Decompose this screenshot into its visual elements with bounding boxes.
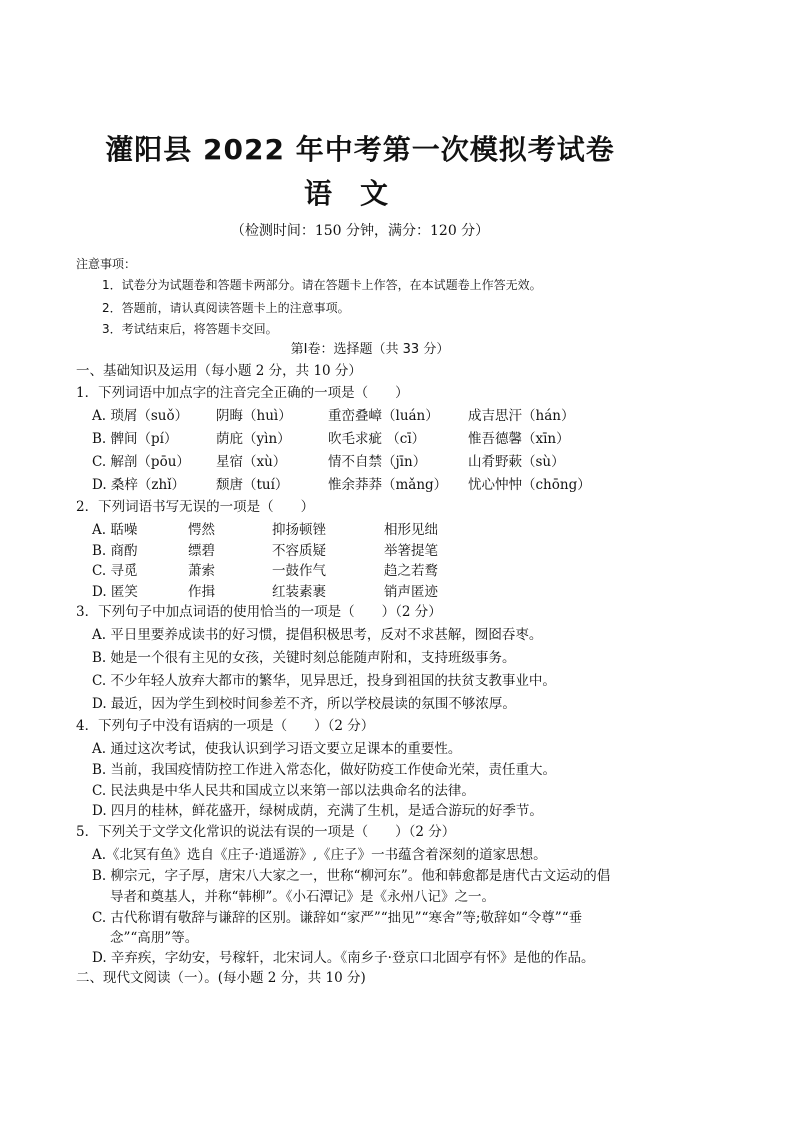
q1-cell: 惟吾德馨（xīn） [468, 431, 570, 447]
q1-cell: 阴晦（huì） [216, 408, 292, 424]
q1-cell: 山肴野蔌（sù） [468, 454, 565, 470]
q4-option: B. 当前，我国疫情防控工作进入常态化，做好防疫工作使命光荣，责任重大。 [92, 762, 557, 778]
q3-option: A. 平日里要养成读书的好习惯，提倡积极思考，反对不求甚解，囫囵吞枣。 [92, 627, 543, 643]
q2-cell: 趋之若鹜 [384, 563, 438, 579]
q2-cell: 红装素裹 [272, 584, 326, 600]
q2-cell: C. 寻觅 [92, 563, 138, 579]
q3-option: B. 她是一个很有主见的女孩，关键时刻总能随声附和，支持班级事务。 [92, 650, 516, 666]
q5-option-b: B. 柳宗元，字子厚，唐宋八大家之一，世称“柳河东”。他和韩愈都是唐代古文运动的倡 [92, 868, 611, 884]
q5-option-c: C. 古代称谓有敬辞与谦辞的区别。谦辞如“家严”“拙见”“寒舍”等;敬辞如“令尊”“垂 [92, 910, 583, 926]
notice-item: 3．考试结束后，将答题卡交回。 [102, 322, 278, 336]
q4-stem: 4．下列句子中没有语病的一项是（ ）（2 分） [76, 718, 375, 734]
q4-option: D. 四月的桂林，鲜花盛开，绿树成荫，充满了生机，是适合游玩的好季节。 [92, 803, 543, 819]
q1-cell: 星宿（xù） [216, 454, 287, 470]
q2-cell: 相形见绌 [384, 522, 438, 538]
q2-cell: B. 商酌 [92, 543, 138, 559]
q2-cell: D. 匿笑 [92, 584, 138, 600]
q5-stem: 5．下列关于文学文化常识的说法有误的一项是（ ）（2 分） [76, 824, 456, 840]
q1-cell: 惟余莽莽（mǎng） [328, 477, 448, 493]
q2-cell: 抑扬顿锉 [272, 522, 326, 538]
q3-option: C. 不少年轻人放弃大都市的繁华，见异思迁，投身到祖国的扶贫支教事业中。 [92, 673, 556, 689]
q1-cell: 颓唐（tuí） [216, 477, 289, 493]
q5-option-b-cont: 导者和奠基人，并称“韩柳”。《小石潭记》是《永州八记》之一。 [110, 889, 496, 905]
exam-title: 灌阳县 2022 年中考第一次模拟考试卷 [105, 133, 615, 166]
q2-cell: 缥碧 [188, 543, 215, 559]
q2-cell: 销声匿迹 [384, 584, 438, 600]
q3-option: D. 最近，因为学生到校时间参差不齐，所以学校晨读的氛围不够浓厚。 [92, 696, 516, 712]
q1-cell: 荫庇（yìn） [216, 431, 291, 447]
notice-title: 注意事项： [76, 257, 137, 271]
q2-cell: 作揖 [188, 584, 215, 600]
q1-cell: 吹毛求疵 （cī） [328, 431, 426, 447]
section2-title: 二、现代文阅读（一）。(每小题 2 分，共 10 分) [76, 970, 366, 986]
q2-cell: 萧索 [188, 563, 215, 579]
q5-option-c-cont: 念”“高朋”等。 [110, 930, 199, 946]
q5-option-a: A.《北冥有鱼》选自《庄子·逍遥游》,《庄子》一书蕴含着深刻的道家思想。 [92, 847, 547, 863]
subject-title: 语文 [303, 177, 416, 210]
q2-cell: 愕然 [188, 522, 215, 538]
q1-cell: 忧心忡忡（chōng） [468, 477, 591, 493]
notice-item: 2．答题前，请认真阅读答题卡上的注意事项。 [102, 301, 350, 315]
q4-option: A. 通过这次考试，使我认识到学习语文要立足课本的重要性。 [92, 741, 462, 757]
q1-cell: B. 髀间（pí） [92, 431, 178, 447]
q5-option-d: D. 辛弃疾，字幼安，号稼轩，北宋词人。《南乡子·登京口北固亭有怀》是他的作品。 [92, 950, 595, 966]
q2-cell: 一鼓作气 [272, 563, 326, 579]
q3-stem: 3．下列句子中加点词语的使用恰当的一项是（ ）（2 分） [76, 604, 442, 620]
q1-cell: 重峦叠嶂（luán） [328, 408, 439, 424]
notice-item: 1．试卷分为试题卷和答题卡两部分。请在答题卡上作答，在本试题卷上作答无效。 [102, 278, 542, 292]
q1-cell: 情不自禁（jīn） [328, 454, 427, 470]
part1-title: 第Ⅰ卷：选择题（共 33 分） [290, 342, 450, 357]
q1-cell: C. 解剖（pōu） [92, 454, 190, 470]
exam-time-info: （检测时间：150 分钟，满分：120 分） [230, 223, 490, 239]
q4-option: C. 民法典是中华人民共和国成立以来第一部以法典命名的法律。 [92, 783, 475, 799]
q2-stem: 2．下列词语书写无误的一项是（ ） [76, 499, 315, 515]
section1-title: 一、基础知识及运用（每小题 2 分，共 10 分） [76, 363, 362, 379]
q2-cell: 举箸提笔 [384, 543, 438, 559]
q1-cell: A. 琐屑（suǒ） [92, 408, 189, 424]
q1-cell: 成吉思汗（hán） [468, 408, 575, 424]
q1-cell: D. 桑梓（zhǐ） [92, 477, 186, 493]
q2-cell: A. 聒噪 [92, 522, 138, 538]
q1-stem: 1．下列词语中加点字的注音完全正确的一项是（ ） [76, 385, 409, 401]
q2-cell: 不容质疑 [272, 543, 326, 559]
